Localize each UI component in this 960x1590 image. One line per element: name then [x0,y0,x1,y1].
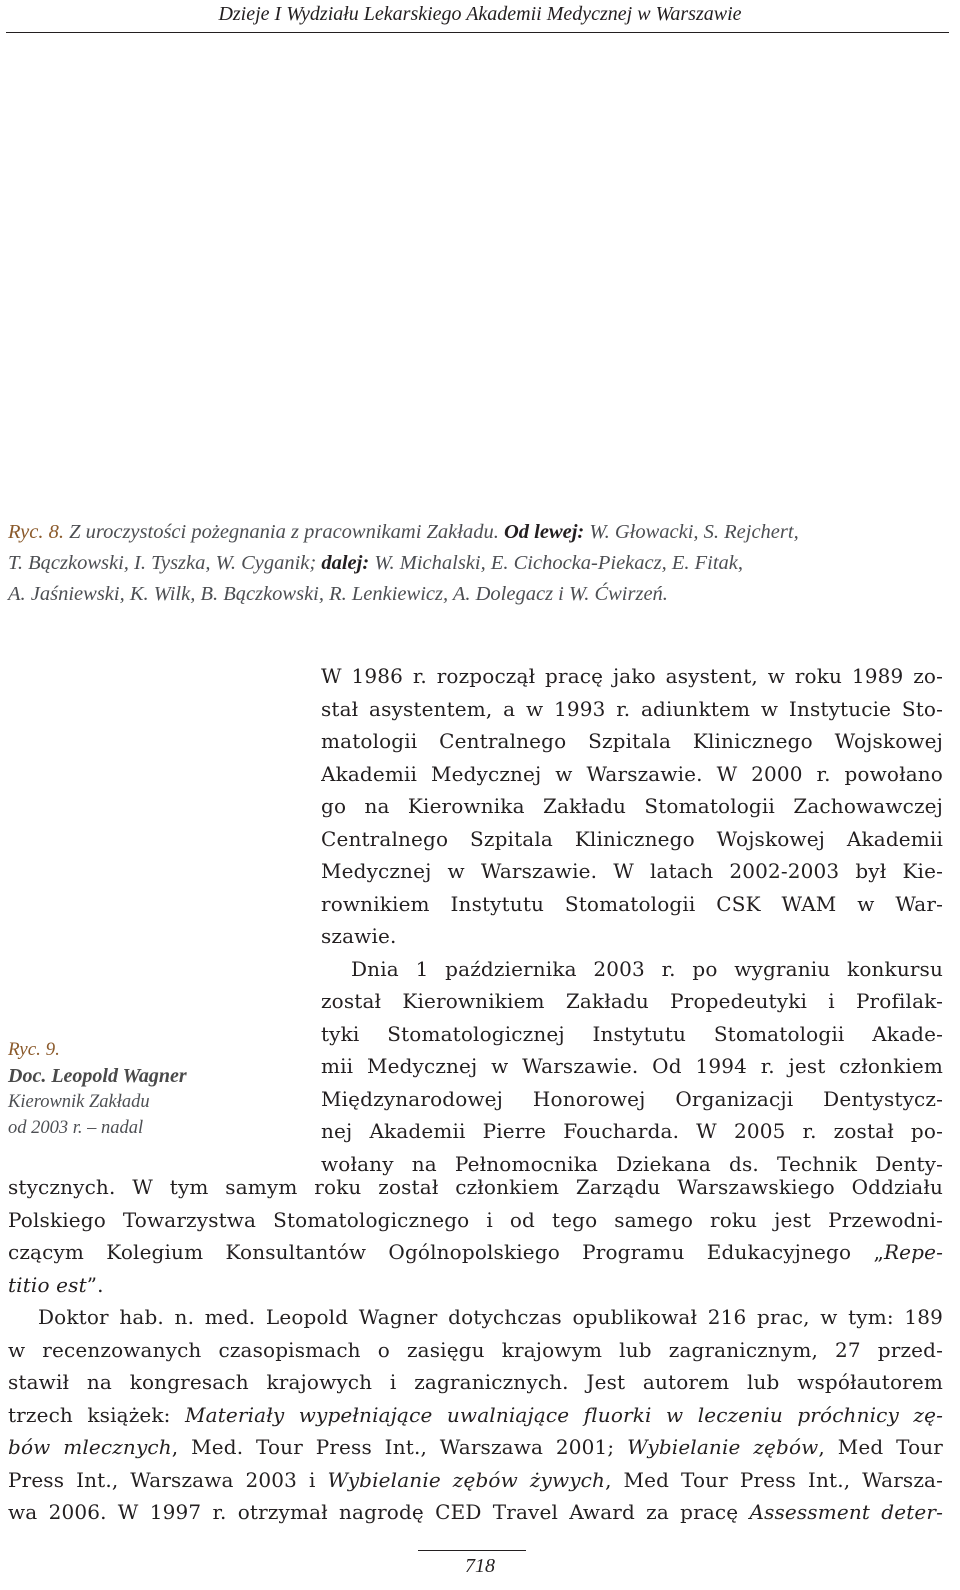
body-line: w recenzowanych czasopismach o zasięgu krajowym lub zagranicznym, 27 przed- [8,1337,943,1362]
footer-rule [418,1550,526,1551]
body-wrapped-column [321,660,943,1180]
body-italic: Wybielanie zębów żywych [327,1467,606,1492]
body-line: Dnia 1 października 2003 r. po wygraniu konkursu [351,956,943,981]
figure-8-line3: A. Jaśniewski, K. Wilk, B. Bączkowski, R. Lenkiewicz, A. Dolegacz i W. Ćwirzeń. [8,583,668,605]
figure-8-bold-b: dalej: [321,552,370,574]
body-span: czącym Kolegium Konsultantów Ogólnopolskiego Programu Edukacyjnego „ [8,1240,884,1264]
figure-9-name-prefix: Doc. [8,1065,47,1087]
body-line: stawił na kongresach krajowych i zagranicznych. Jest autorem lub współautorem [8,1370,943,1394]
body-span: wa 2006. W 1997 r. otrzymał nagrodę CED Travel Award za pracę [8,1500,750,1524]
figure-8-caption [8,517,948,610]
body-italic: titio est [8,1272,87,1297]
body-italic: Wybielanie zębów [627,1435,819,1459]
body-line: Centralnego Szpitala Klinicznego Wojskowej Akademii [321,826,943,851]
figure-8-line2-a: T. Bączkowski, I. Tyszka, W. Cyganik; [8,552,317,574]
body-span: , Med. Tour Press Int., Warszawa 2001; [171,1435,628,1459]
figure-8-line2-b: W. Michalski, E. Cichocka-Piekacz, E. Fitak, [374,552,744,574]
body-line: Akademii Medycznej w Warszawie. W 2000 r. powołano [321,761,943,786]
body-span: , Med Tour Press Int., Warsza- [605,1467,943,1492]
header-rule [6,32,949,33]
body-line: go na Kierownika Zakładu Stomatologii Zachowawczej [321,794,943,818]
body-line [8,1464,943,1497]
body-line: stycznych. W tym samym roku został członkiem Zarządu Warszawskiego Oddziału [8,1175,943,1199]
body-line: tyki Stomatologicznej Instytutu Stomatologii Akade- [321,1021,943,1046]
body-line: szawie. [321,924,397,948]
body-line [8,1431,943,1464]
body-line [8,1269,943,1302]
figure-8-label: Ryc. 8. [8,521,64,543]
body-italic: Repe- [883,1240,943,1264]
body-line: wołany na Pełnomocnika Dziekana ds. Technik Denty- [321,1151,943,1176]
body-line: Doktor hab. n. med. Leopold Wagner dotychczas opublikował 216 prac, w tym: 189 [38,1305,943,1329]
figure-9-name-line [8,1063,308,1089]
figure-9-role: Kierownik Zakładu [8,1092,150,1112]
figure-8-bold-a: Od lewej: [503,521,585,543]
body-italic: Assessment deter- [749,1500,943,1524]
figure-9-name: Leopold Wagner [51,1065,187,1087]
body-line [8,1236,943,1269]
body-line: nej Akademii Pierre Foucharda. W 2005 r. został po- [321,1119,943,1143]
figure-9-caption [8,1037,308,1141]
body-span: ”. [86,1272,104,1297]
body-italic: bów mlecznych [8,1435,172,1459]
page-number: 718 [465,1555,495,1577]
body-line: stał asystentem, a w 1993 r. adiunktem w Instytucie Sto- [321,696,943,721]
figure-8-text-a: Z uroczystości pożegnania z pracownikami Zakładu. [69,521,499,543]
body-line: został Kierownikiem Zakładu Propedeutyki i Profilak- [321,989,943,1013]
body-line: matologii Centralnego Szpitala Klinicznego Wojskowej [321,729,943,753]
body-line: Polskiego Towarzystwa Stomatologicznego i od tego samego roku jest Przewodni- [8,1207,943,1232]
body-span: , Med Tour [818,1435,943,1459]
body-line: mii Medycznej w Warszawie. Od 1994 r. jest członkiem [321,1054,943,1078]
body-span: trzech książek: [8,1402,185,1427]
body-italic: Materiały wypełniające uwalniające fluorki w leczeniu próchnicy zę- [185,1402,943,1427]
body-full-width [8,1171,943,1529]
body-line: rownikiem Instytutu Stomatologii CSK WAM w War- [321,891,943,916]
figure-9-label: Ryc. 9. [8,1039,60,1060]
running-header: Dzieje I Wydziału Lekarskiego Akademii Medycznej w Warszawie [218,3,742,25]
body-line [8,1399,943,1432]
body-line [8,1496,943,1529]
body-span: Press Int., Warszawa 2003 i [8,1467,328,1492]
figure-8-text-b: W. Głowacki, S. Rejchert, [589,521,799,543]
photo-area-blank [0,34,960,504]
body-line: Medycznej w Warszawie. W latach 2002-2003 był Kie- [321,859,943,883]
body-line: Międzynarodowej Honorowej Organizacji Dentystycz- [321,1086,943,1111]
body-line: W 1986 r. rozpoczął pracę jako asystent, w roku 1989 zo- [321,664,943,688]
figure-9-period: od 2003 r. – nadal [8,1118,144,1138]
